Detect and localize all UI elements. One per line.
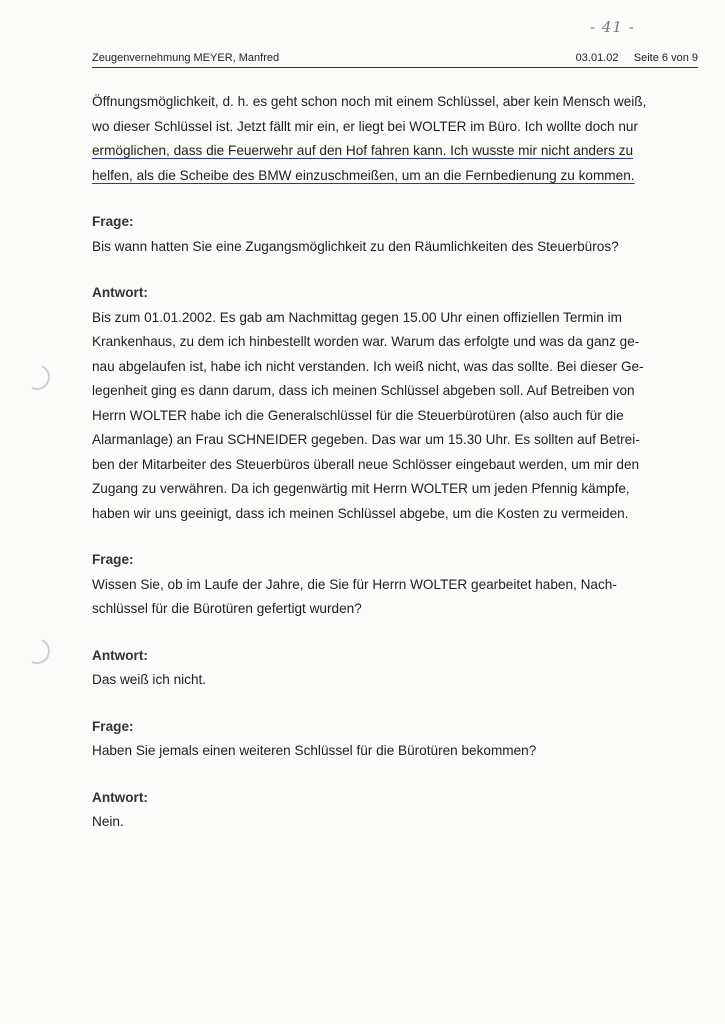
question-text: Bis wann hatten Sie eine Zugangsmöglichkeit zu den Räumlichkeiten des Steuerbüros? (92, 238, 619, 254)
question-label: Frage: (92, 552, 134, 567)
question-label: Frage: (92, 214, 134, 229)
text-line: ben der Mitarbeiter des Steuerbüros überall neue Schlösser eingebaut werden, um mir den (92, 456, 640, 472)
text-line: legenheit ging es dann darum, dass ich meinen Schlüssel abgeben soll. Auf Betreiben von (92, 383, 635, 398)
text-line: wo dieser Schlüssel ist. Jetzt fällt mir ein, er liegt bei WOLTER im Büro. Ich wollte doch nur (92, 118, 638, 134)
answer-label: Antwort: (92, 647, 148, 663)
question-label: Frage: (92, 718, 134, 734)
page-folio-number: - 41 - (590, 18, 635, 36)
header-date: 03.01.02 (575, 52, 619, 64)
header-page-number: Seite 6 von 9 (633, 52, 698, 64)
text-line: Krankenhaus, zu dem ich hinbestellt worden war. Warum das erfolgte und was da ganz ge- (92, 334, 640, 349)
answer-text (92, 306, 692, 527)
text-line: nau abgelaufen ist, habe ich nicht verstanden. Ich weiß nicht, was das sollte. Bei dieser Ge- (92, 358, 644, 374)
punch-hole-mark (20, 634, 53, 667)
question-text: Haben Sie jemals einen weiteren Schlüssel für die Bürotüren bekommen? (92, 743, 537, 758)
text-line: haben wir uns geeinigt, dass ich meinen Schlüssel abgebe, um die Kosten zu vermeiden. (92, 505, 629, 521)
text-line: ermöglichen, dass die Feuerwehr auf den Hof fahren kann. Ich wusste mir nicht anders zu (92, 143, 634, 158)
answer-text: Nein. (92, 814, 124, 829)
punch-hole-mark (20, 360, 53, 393)
answer-label: Antwort: (92, 285, 148, 300)
paragraph-continuation (92, 90, 692, 188)
page-header (92, 52, 698, 68)
text-line: Wissen Sie, ob im Laufe der Jahre, die Sie für Herrn WOLTER gearbeitet haben, Nach- (92, 576, 617, 592)
text-line: Alarmanlage) an Frau SCHNEIDER gegeben. Das war um 15.30 Uhr. Es sollten auf Betrei- (92, 432, 640, 447)
question-text (92, 573, 692, 622)
text-line: schlüssel für die Bürotüren gefertigt wurden? (92, 601, 362, 616)
text-line: Bis zum 01.01.2002. Es gab am Nachmittag gegen 15.00 Uhr einen offiziellen Termin im (92, 309, 622, 325)
header-date-page (576, 52, 698, 64)
answer-text: Das weiß ich nicht. (92, 672, 207, 687)
text-line: Zugang zu verwähren. Da ich gegenwärtig mit Herrn WOLTER um jeden Pfennig kämpfe, (92, 481, 630, 496)
header-title: Zeugenvernehmung MEYER, Manfred (92, 52, 280, 64)
text-line: helfen, als die Scheibe des BMW einzuschmeißen, um an die Fernbedienung zu kommen. (92, 167, 635, 183)
text-line: Herrn WOLTER habe ich die Generalschlüssel für die Steuerbürotüren (also auch für die (92, 407, 624, 423)
text-line: Öffnungsmöglichkeit, d. h. es geht schon noch mit einem Schlüssel, aber kein Mensch weiß, (92, 94, 647, 109)
answer-label: Antwort: (92, 789, 148, 805)
document-body (92, 90, 692, 835)
